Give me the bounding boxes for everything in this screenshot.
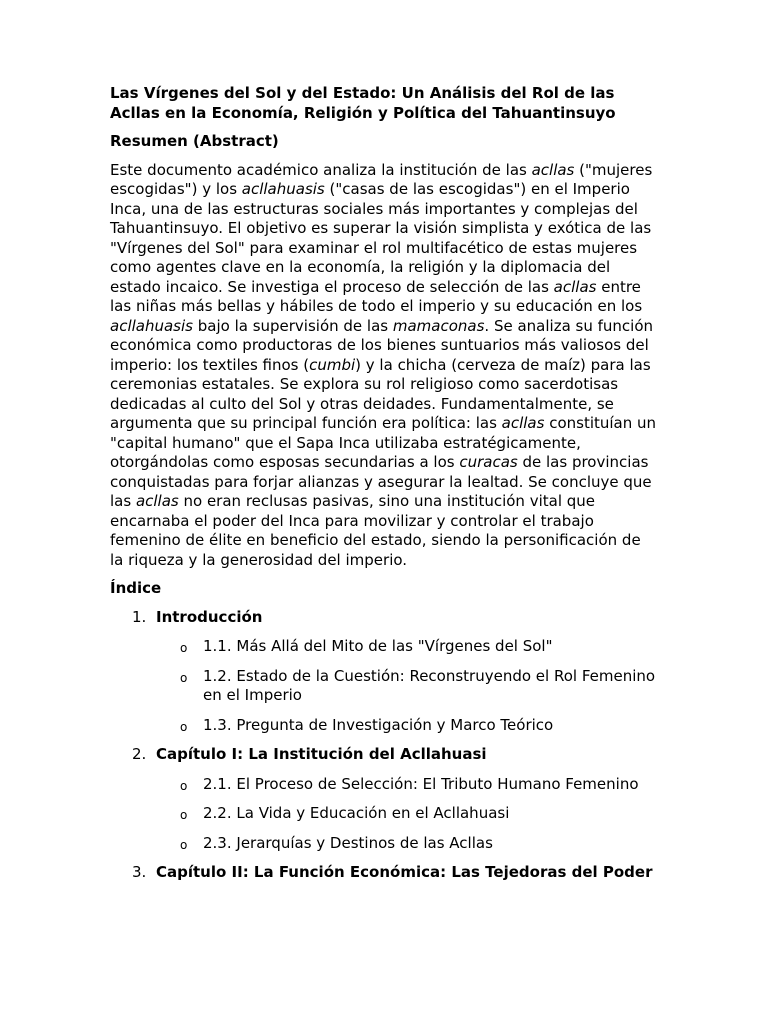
toc-subsection-item [156, 834, 658, 854]
abstract-text-run: . Se analiza su función económica como productoras de los bienes suntuarios más valiosos del imperio: los textiles finos ( [110, 316, 654, 374]
toc-chapter-title: Capítulo II: La Función Económica: Las Tejedoras del Poder [156, 863, 653, 881]
abstract-text-run: Este documento académico analiza la institución de las [110, 160, 532, 179]
abstract-text-run: entre las niñas más bellas y hábiles de todo el imperio y su educación en los [110, 277, 643, 315]
abstract-italic-term: acllahuasis [110, 316, 193, 335]
toc-subsection-item [156, 667, 658, 706]
abstract-italic-term: acllas [135, 492, 179, 510]
abstract-italic-term: curacas [459, 453, 518, 471]
circle-bullet-icon: o [180, 808, 188, 822]
abstract-text-run: de las provincias conquistadas para forjar alianzas y asegurar la lealtad. Se concluye que las [110, 453, 652, 510]
table-of-contents [110, 608, 658, 883]
document-body [110, 84, 658, 893]
abstract-paragraph [110, 161, 658, 571]
toc-subsection-item [156, 804, 658, 824]
abstract-heading: Resumen (Abstract) [110, 132, 279, 150]
abstract-italic-term: acllas [553, 277, 597, 296]
document-title: Las Vírgenes del Sol y del Estado: Un Análisis del Rol de las Acllas en la Economía, Religión y Política del Tahuantinsuyo [110, 84, 616, 122]
abstract-text-run: ) y la chicha (cerveza de maíz) para las ceremonias estatales. Se explora su rol religioso como sacerdotisas dedicadas al culto del Sol y otras deidades. Fundamentalmente, se argumenta que su principal función era política: las [110, 355, 651, 432]
toc-subsection-title: 2.2. La Vida y Educación en el Acllahuasi [203, 804, 510, 822]
toc-chapter-number: 1. [132, 607, 147, 626]
toc-subsection-title: 1.2. Estado de la Cuestión: Reconstruyendo el Rol Femenino en el Imperio [203, 666, 656, 704]
toc-subsection-title: 2.3. Jerarquías y Destinos de las Acllas [203, 833, 493, 852]
abstract-italic-term: acllas [531, 160, 575, 179]
toc-chapter-number: 3. [132, 863, 147, 881]
toc-subsection-item [156, 637, 658, 657]
abstract-text-run: constituían un "capital humano" que el Sapa Inca utilizaba estratégicamente, otorgándolas como esposas secundarias a los [110, 414, 657, 471]
abstract-italic-term: mamaconas [392, 316, 485, 335]
abstract-text-run: ("mujeres escogidas") y los [110, 160, 653, 198]
index-heading: Índice [110, 579, 162, 597]
abstract-italic-term: acllahuasis [241, 180, 325, 198]
toc-chapter-title: Capítulo I: La Institución del Acllahuasi [156, 745, 487, 763]
toc-subsection-item [156, 775, 658, 795]
toc-subsection-list [156, 775, 658, 854]
toc-chapter-item [110, 863, 658, 883]
circle-bullet-icon: o [180, 837, 188, 852]
toc-subsection-title: 1.1. Más Allá del Mito de las "Vírgenes del Sol" [203, 637, 553, 655]
circle-bullet-icon: o [180, 641, 188, 655]
toc-chapter-item [110, 745, 658, 853]
circle-bullet-icon: o [180, 719, 188, 734]
toc-chapter-item [110, 608, 658, 736]
abstract-text-run: ("casas de las escogidas") en el Imperio Inca, una de las estructuras sociales más importantes y complejas del Tahuantinsuyo. El objetivo es superar la visión simplista y exótica de las "Vírgenes del Sol" para examinar el rol multifacético de estas mujeres como agentes clave en la economía, la religión y la diplomacia del estado incaico. Se investiga el proceso de selección de las [110, 180, 652, 296]
circle-bullet-icon: o [180, 670, 188, 685]
toc-subsection-list [156, 637, 658, 735]
toc-chapter-number: 2. [132, 745, 147, 763]
toc-chapter-title: Introducción [156, 607, 263, 626]
abstract-text-run: no eran reclusas pasivas, sino una institución vital que encarnaba el poder del Inca para movilizar y controlar el trabajo femenino de élite en beneficio del estado, siendo la personificación de la riqueza y la generosidad del imperio. [110, 492, 641, 569]
toc-subsection-item [156, 716, 658, 736]
toc-subsection-title: 1.3. Pregunta de Investigación y Marco Teórico [203, 715, 554, 734]
abstract-text-run: bajo la supervisión de las [192, 316, 393, 335]
abstract-italic-term: cumbi [309, 355, 356, 374]
abstract-italic-term: acllas [501, 414, 545, 432]
toc-subsection-title: 2.1. El Proceso de Selección: El Tributo Humano Femenino [203, 774, 639, 793]
circle-bullet-icon: o [180, 778, 188, 793]
